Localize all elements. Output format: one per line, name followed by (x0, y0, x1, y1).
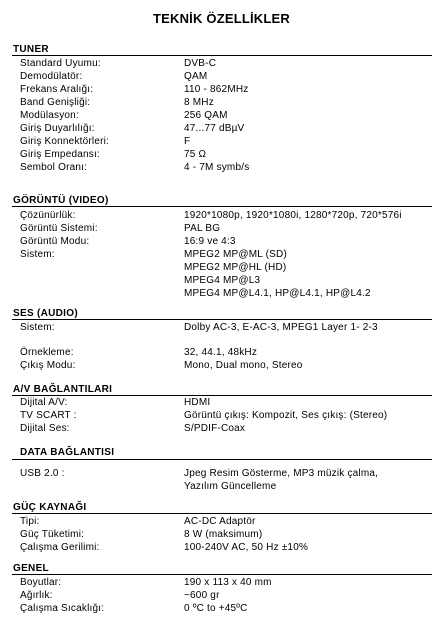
spec-label: Çalışma Sıcaklığı: (20, 603, 105, 614)
section-heading-video: GÖRÜNTÜ (VIDEO) (13, 195, 109, 206)
spec-label: Tipi: (20, 516, 40, 527)
spec-value: DVB-C (184, 58, 217, 69)
spec-value: 190 x 113 x 40 mm (184, 577, 272, 588)
spec-value: QAM (184, 71, 208, 82)
spec-label: Frekans Aralığı: (20, 84, 94, 95)
spec-value: Jpeg Resim Gösterme, MP3 müzik çalma, (184, 468, 379, 479)
spec-value: Görüntü çıkış: Kompozit, Ses çıkış: (Stereo) (184, 410, 388, 421)
spec-value: Dolby AC-3, E-AC-3, MPEG1 Layer 1- 2-3 (184, 322, 378, 333)
spec-label: Dijital A/V: (20, 397, 68, 408)
spec-value: 110 - 862MHz (184, 84, 249, 95)
spec-value: MPEG2 MP@HL (HD) (184, 262, 287, 273)
spec-label: Sembol Oranı: (20, 162, 88, 173)
spec-label: Giriş Konnektörleri: (20, 136, 110, 147)
spec-label: Ağırlık: (20, 590, 53, 601)
spec-label: Standard Uyumu: (20, 58, 101, 69)
spec-value: MPEG2 MP@ML (SD) (184, 249, 287, 260)
spec-value: 8 W (maksimum) (184, 529, 263, 540)
spec-value: S/PDIF-Coax (184, 423, 246, 434)
spec-value: 75 Ω (184, 149, 207, 160)
spec-value: F (184, 136, 191, 147)
section-divider (12, 513, 432, 514)
spec-value: 47...77 dBµV (184, 123, 245, 134)
spec-label: Çalışma Gerilimi: (20, 542, 100, 553)
section-divider (12, 574, 432, 575)
spec-label: Örnekleme: (20, 347, 74, 358)
spec-label: Boyutlar: (20, 577, 62, 588)
spec-label: Görüntü Modu: (20, 236, 90, 247)
section-heading-power: GÜÇ KAYNAĞI (13, 502, 87, 513)
spec-value: HDMI (184, 397, 211, 408)
section-divider (12, 319, 432, 320)
section-heading-av: A/V BAĞLANTILARI (13, 384, 113, 395)
spec-value: 8 MHz (184, 97, 214, 108)
spec-label: Demodülatör: (20, 71, 83, 82)
spec-value: AC-DC Adaptör (184, 516, 256, 527)
spec-label: Çıkış Modu: (20, 360, 76, 371)
spec-label: Dijital Ses: (20, 423, 70, 434)
page-title: TEKNİK ÖZELLİKLER (152, 11, 290, 26)
spec-label: Modülasyon: (20, 110, 79, 121)
spec-value: ~600 gr (184, 590, 220, 601)
spec-value: 256 QAM (184, 110, 228, 121)
section-heading-tuner: TUNER (13, 44, 49, 55)
spec-label: Band Genişliği: (20, 97, 91, 108)
spec-label: Çözünürlük: (20, 210, 76, 221)
spec-value: 4 - 7M symb/s (184, 162, 250, 173)
section-divider (12, 206, 432, 207)
spec-label: Giriş Empedansı: (20, 149, 100, 160)
spec-label: USB 2.0 : (20, 468, 65, 479)
spec-label: TV SCART : (20, 410, 77, 421)
section-heading-general: GENEL (13, 563, 49, 574)
spec-value: 100-240V AC, 50 Hz ±10% (184, 542, 309, 553)
spec-value: Yazılım Güncelleme (184, 481, 277, 492)
spec-label: Giriş Duyarlılığı: (20, 123, 95, 134)
spec-value: 0 ºC to +45ºC (184, 603, 248, 614)
spec-value: 1920*1080p, 1920*1080i, 1280*720p, 720*576i (184, 210, 402, 221)
spec-label: Görüntü Sistemi: (20, 223, 98, 234)
section-heading-data: DATA BAĞLANTISI (20, 447, 115, 458)
spec-value: MPEG4 MP@L3 (184, 275, 261, 286)
spec-value: Mono, Dual mono, Stereo (184, 360, 303, 371)
spec-label: Güç Tüketimi: (20, 529, 85, 540)
spec-value: 32, 44.1, 48kHz (184, 347, 258, 358)
section-heading-audio: SES (AUDIO) (13, 308, 78, 319)
spec-label: Sistem: (20, 322, 55, 333)
section-divider (12, 55, 432, 56)
spec-value: 16:9 ve 4:3 (184, 236, 236, 247)
section-divider (12, 395, 432, 396)
spec-label: Sistem: (20, 249, 55, 260)
spec-value: MPEG4 MP@L4.1, HP@L4.1, HP@L4.2 (184, 288, 371, 299)
section-divider (12, 459, 432, 460)
spec-value: PAL BG (184, 223, 221, 234)
